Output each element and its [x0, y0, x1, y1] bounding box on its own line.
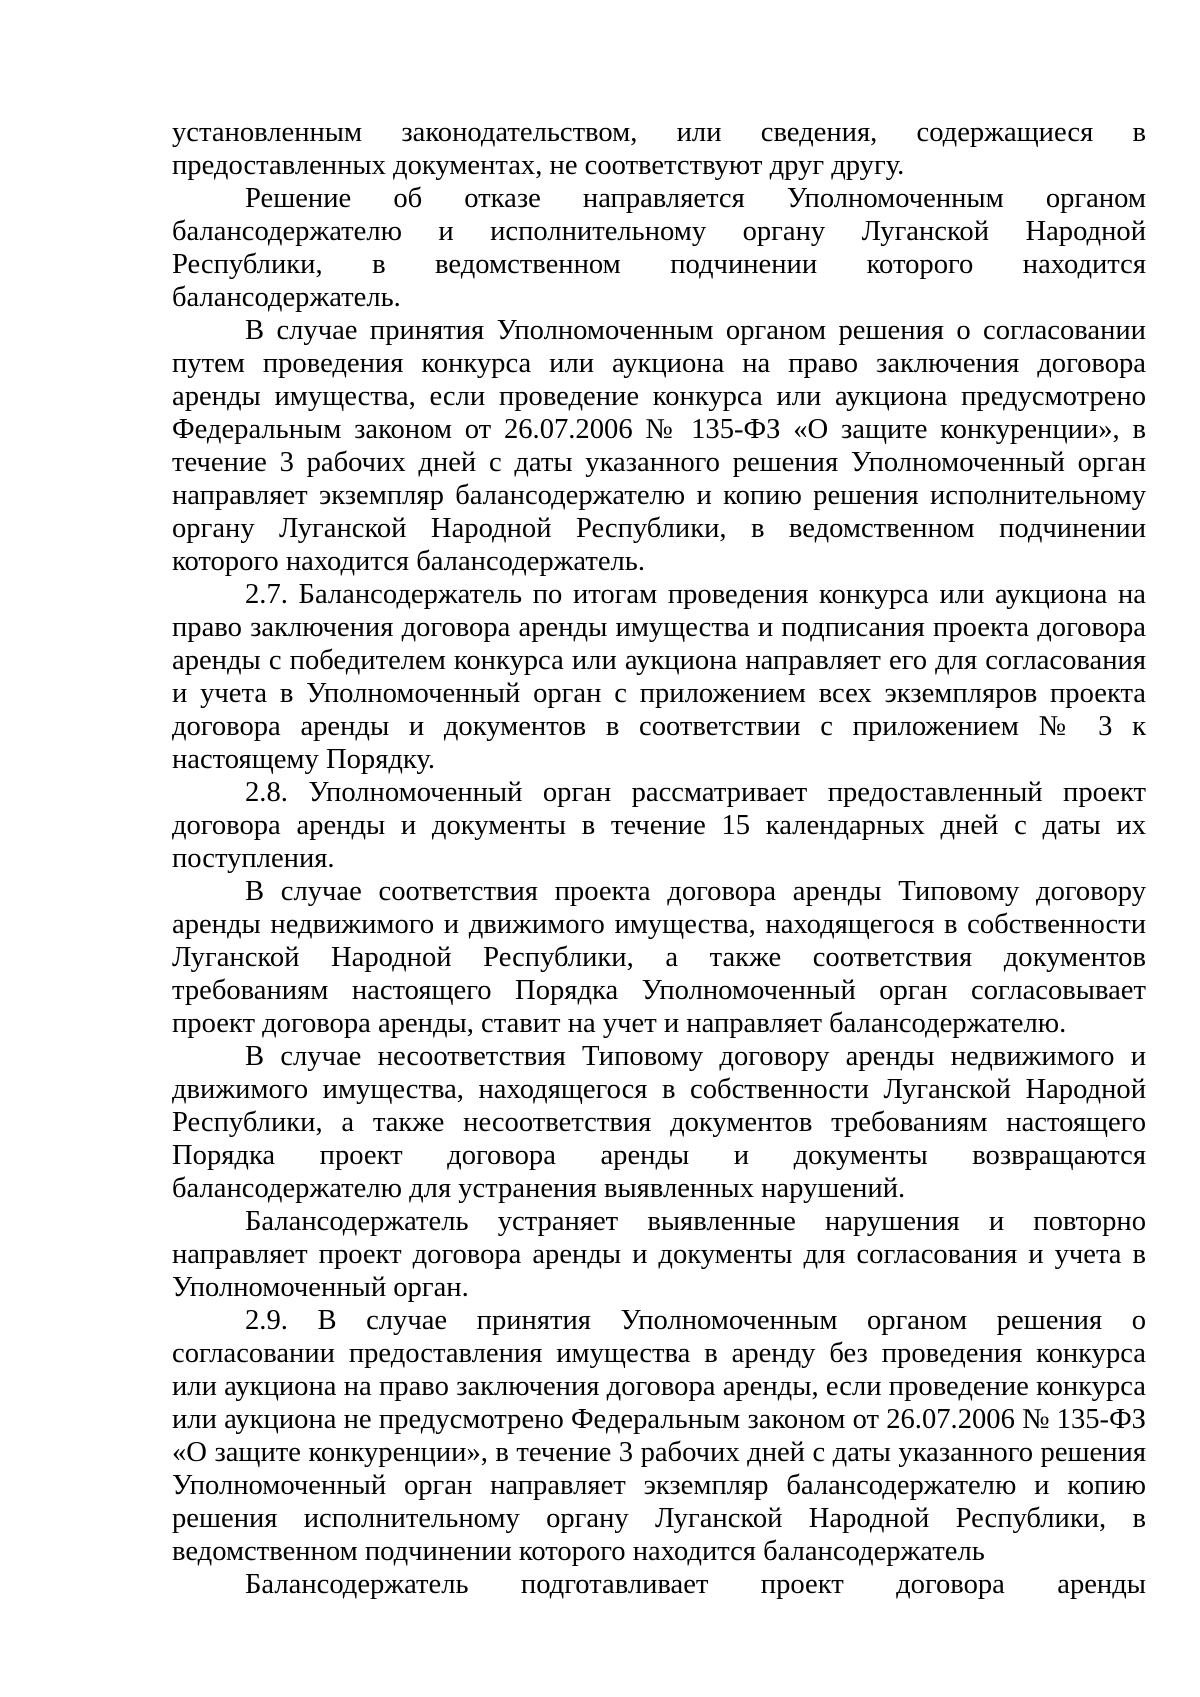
- paragraph-2-8: 2.8. Уполномоченный орган рассматривает предоставленный проект договора аренды и документы в течение 15 календарных дней с даты их поступления.: [172, 777, 1146, 874]
- paragraph-correction: Балансодержатель устраняет выявленные нарушения и повторно направляет проект договора аренды и документы для согласования и учета в Уполномоченный орган.: [172, 1206, 1146, 1303]
- paragraph-compliance: В случае соответствия проекта договора аренды Типовому договору аренды недвижимого и движимого имущества, находящегося в собственности Луганской Народной Республики, а также соответствия документов требованиям настоящего Порядка Уполномоченный орган согласовывает проект договора аренды, ставит на учет и направляет балансодержателю.: [172, 876, 1146, 1039]
- paragraph-2-7: 2.7. Балансодержатель по итогам проведения конкурса или аукциона на право заключения договора аренды имущества и подписания проекта договора аренды с победителем конкурса или аукциона направляет его для согласования и учета в Уполномоченный орган с приложением всех экземпляров проекта договора аренды и документов в соответствии с приложением № 3 к настоящему Порядку.: [172, 579, 1146, 775]
- paragraph-lease-preparation: Балансодержатель подготавливает проект договора аренды: [245, 1569, 1146, 1600]
- paragraph-2-9: 2.9. В случае принятия Уполномоченным органом решения о согласовании предоставления имущества в аренду без проведения конкурса или аукциона на право заключения договора аренды, если проведение конкурса или аукциона не предусмотрено Федеральным законом от 26.07.2006 № 135-ФЗ «О защите конкуренции», в течение 3 рабочих дней с даты указанного решения Уполномоченный орган направляет экземпляр балансодержателю и копию решения исполнительному органу Луганской Народной Республики, в ведомственном подчинении которого находится балансодержатель: [172, 1305, 1146, 1567]
- document-page: [172, 116, 1146, 1601]
- paragraph-approval-by-tender: В случае принятия Уполномоченным органом решения о согласовании путем проведения конкурса или аукциона на право заключения договора аренды имущества, если проведение конкурса или аукциона предусмотрено Федеральным законом от 26.07.2006 № 135-ФЗ «О защите конкуренции», в течение 3 рабочих дней с даты указанного решения Уполномоченный орган направляет экземпляр балансодержателю и копию решения исполнительному органу Луганской Народной Республики, в ведомственном подчинении которого находится балансодержатель.: [172, 315, 1146, 577]
- paragraph-continuation: установленным законодательством, или сведения, содержащиеся в предоставленных документах, не соответствуют друг другу.: [172, 117, 1146, 181]
- paragraph-non-compliance: В случае несоответствия Типовому договору аренды недвижимого и движимого имущества, находящегося в собственности Луганской Народной Республики, а также несоответствия документов требованиям настоящего Порядка проект договора аренды и документы возвращаются балансодержателю для устранения выявленных нарушений.: [172, 1041, 1146, 1204]
- paragraph-refusal-decision: Решение об отказе направляется Уполномоченным органом балансодержателю и исполнительному органу Луганской Народной Республики, в ведомственном подчинении которого находится балансодержатель.: [172, 183, 1146, 313]
